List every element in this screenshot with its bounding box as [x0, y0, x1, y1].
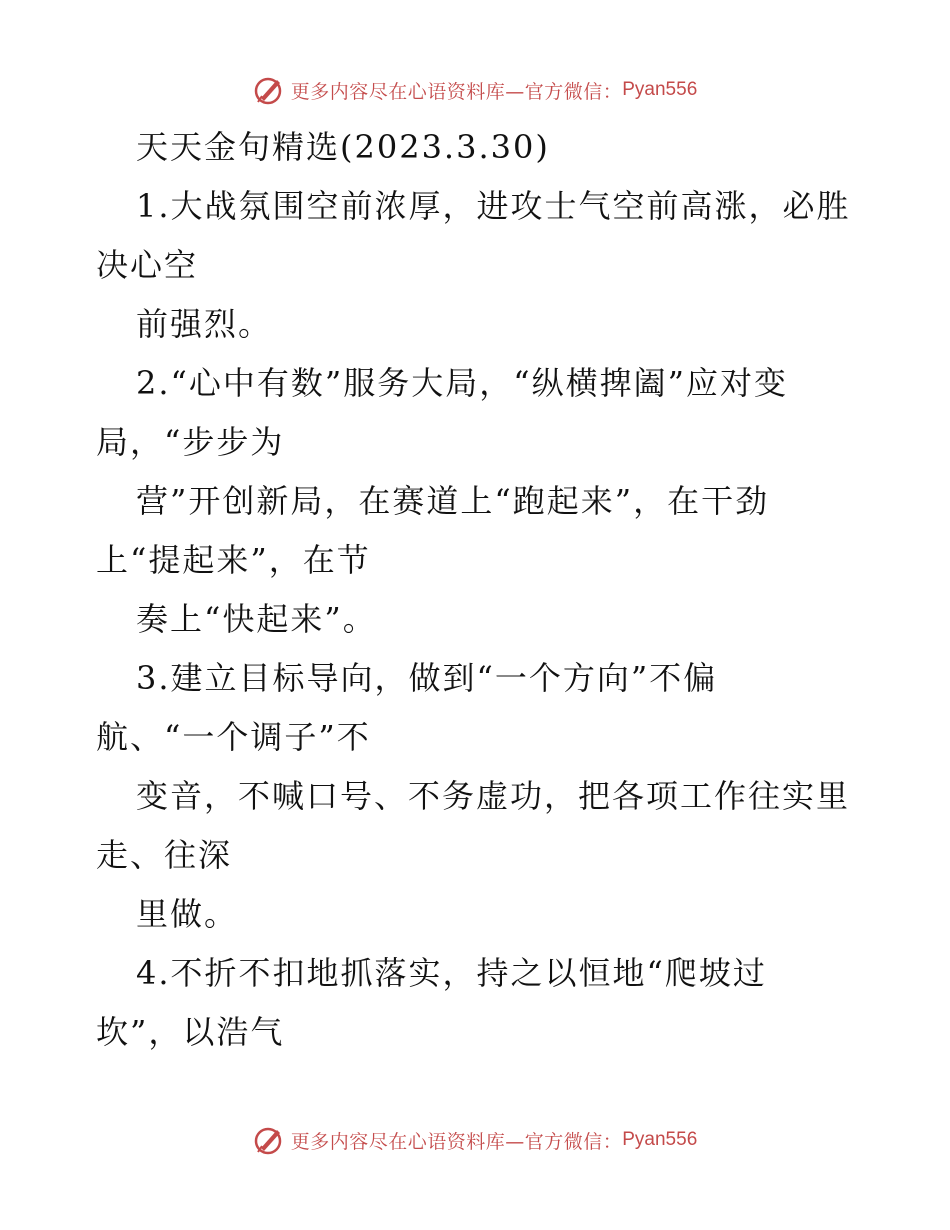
text-line: 3.建立目标导向，做到“一个方向”不偏 — [136, 659, 718, 697]
text-line: 变音，不喊口号、不务虚功，把各项工作往实里 — [136, 777, 851, 815]
document-body — [96, 118, 856, 1062]
text-line: 航、“一个调子”不 — [96, 718, 371, 756]
text-line: 走、往深 — [96, 836, 233, 874]
document-title: 天天金句精选(2023.3.30) — [136, 128, 550, 166]
watermark-text: 更多内容尽在心语资料库—官方微信： — [290, 1130, 623, 1153]
text-line: 奏上“快起来”。 — [136, 600, 377, 638]
text-line: 坎”，以浩气 — [96, 1013, 285, 1051]
text-line: 里做。 — [136, 895, 239, 933]
text-line: 营”开创新局，在赛道上“跑起来”，在干劲 — [136, 482, 770, 520]
text-line: 决心空 — [96, 246, 199, 284]
text-line: 4.不折不扣地抓落实，持之以恒地“爬坡过 — [136, 954, 767, 992]
text-line: 1.大战氛围空前浓厚，进攻士气空前高涨，必胜 — [136, 187, 851, 225]
text-line: 2.“心中有数”服务大局，“纵横捭阖”应对变 — [136, 364, 788, 402]
text-line: 上“提起来”，在节 — [96, 541, 371, 579]
text-line: 局，“步步为 — [96, 423, 285, 461]
watermark-text: 更多内容尽在心语资料库—官方微信： — [290, 80, 623, 103]
text-line: 前强烈。 — [136, 305, 273, 343]
quill-logo-icon — [253, 1124, 285, 1156]
watermark-wechat-id: Pyan556 — [622, 1129, 698, 1150]
header-watermark — [0, 70, 950, 110]
footer-watermark — [0, 1120, 950, 1160]
watermark-wechat-id: Pyan556 — [622, 79, 698, 100]
quill-logo-icon — [253, 74, 285, 106]
